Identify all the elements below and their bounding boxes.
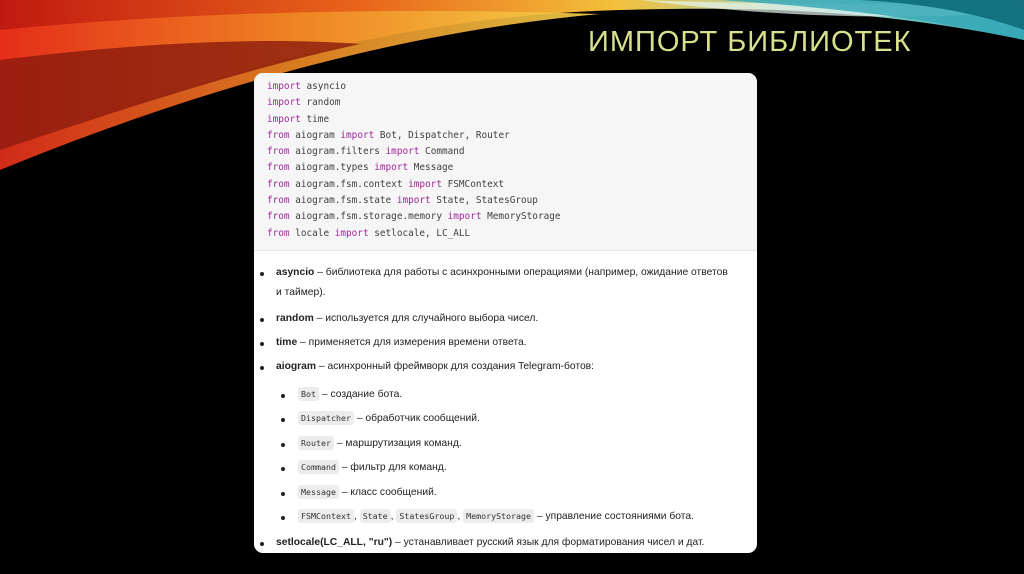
bullet-dot [281, 394, 285, 398]
bullet-dot [260, 542, 264, 546]
code-chip: FSMContext [298, 509, 354, 523]
bullet-text: setlocale(LC_ALL, "ru") – устанавливает русский язык для форматирования чисел и дат. [276, 537, 705, 548]
code-block [254, 73, 757, 251]
bullet-text: asyncio – библиотека для работы с асинхронными операциями (например, ожидание ответов и таймер). [276, 267, 728, 298]
code-chip: MemoryStorage [463, 509, 534, 523]
bullet-dot [260, 318, 264, 322]
code-chip: State [360, 509, 391, 523]
code-line: import random [267, 97, 341, 109]
slide-title: ИМПОРТ БИБЛИОТЕК [588, 26, 912, 58]
code-line: import time [267, 113, 330, 125]
bullet-text: Router – маршрутизация команд. [298, 434, 750, 454]
bullet-text: Dispatcher – обработчик сообщений. [298, 409, 750, 429]
code-line: from aiogram import Bot, Dispatcher, Router [267, 129, 510, 141]
code-line: from aiogram.fsm.state import State, StatesGroup [267, 195, 538, 207]
bullet-dot [281, 418, 285, 422]
code-line: from aiogram.fsm.context import FSMContext [267, 178, 505, 190]
bullet-text: Bot – создание бота. [298, 385, 750, 405]
content-card [254, 73, 757, 553]
code-line: from aiogram.types import Message [267, 162, 454, 174]
bullet-dot [281, 467, 285, 471]
code-line: from aiogram.fsm.storage.memory import MemoryStorage [267, 211, 561, 223]
bullet-dot [260, 342, 264, 346]
bullet-dot [260, 366, 264, 370]
bullet-dot [281, 492, 285, 496]
code-chip: Command [298, 460, 339, 474]
code-chip: Dispatcher [298, 411, 354, 425]
code-chip: Bot [298, 387, 319, 401]
code-chip: Router [298, 436, 334, 450]
code-chip: StatesGroup [396, 509, 457, 523]
bullet-text: time – применяется для измерения времени ответа. [276, 337, 527, 348]
bullet-text: aiogram – асинхронный фреймворк для создания Telegram-ботов: [276, 361, 595, 372]
code-line: from aiogram.filters import Command [267, 146, 465, 158]
bullet-text: Message – класс сообщений. [298, 483, 750, 503]
bullet-text: Command – фильтр для команд. [298, 458, 750, 478]
bullet-dot [281, 443, 285, 447]
code-line: import asyncio [267, 81, 347, 92]
bullet-text: random – используется для случайного выбора чисел. [276, 313, 539, 324]
bullet-dot [260, 272, 264, 276]
code-chip: Message [298, 485, 339, 499]
bullet-dot [281, 516, 285, 520]
code-line: from locale import setlocale, LC_ALL [267, 227, 471, 239]
bullet-text: FSMContext , State , StatesGroup , MemoryStorage – управление состояниями бота. [298, 507, 750, 527]
